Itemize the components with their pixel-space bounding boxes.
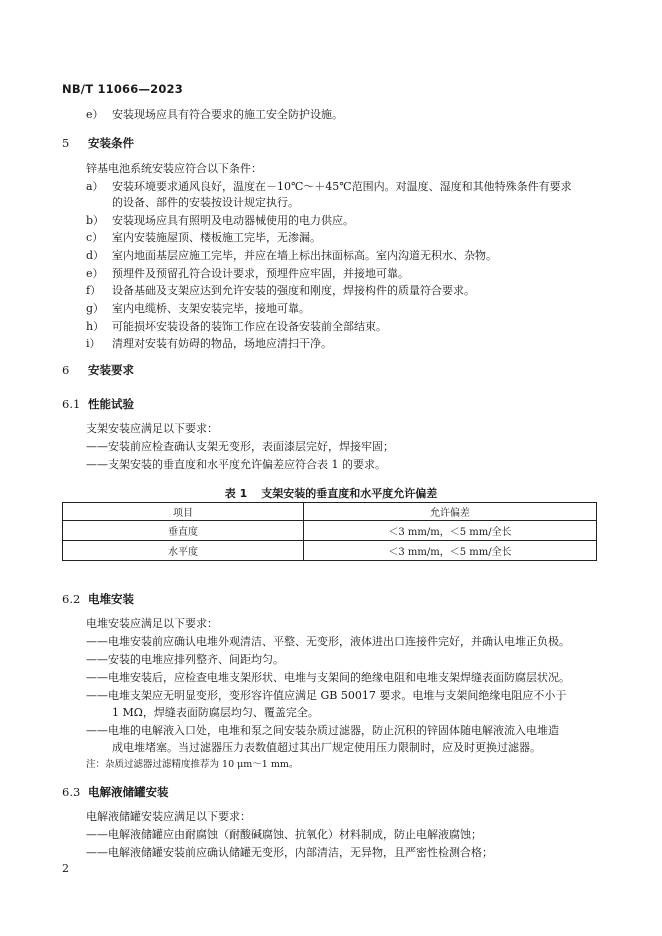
requirement-line: ——电堆安装后，应检查电堆支架形状、电堆与支架间的绝缘电阻和电堆支架焊缝表面防腐层状况。 — [86, 671, 570, 684]
section-number: 6.2 — [62, 592, 81, 606]
table-cell: 垂直度 — [63, 521, 304, 541]
list-item-text: 安装现场应具有符合要求的施工安全防护设施。 — [112, 108, 343, 121]
list-item-label: a） — [86, 180, 104, 193]
list-item-text: 清理对安装有妨碍的物品，场地应清扫干净。 — [112, 337, 332, 350]
table-title — [0, 485, 662, 501]
list-item-text: 可能损坏安装设备的装饰工作应在设备安装前全部结束。 — [112, 320, 387, 333]
table-caption: 支架安装的垂直度和水平度允许偏差 — [261, 487, 438, 500]
list-item-label: e） — [86, 108, 104, 121]
requirement-line: ——安装前应检查确认支架无变形，表面漆层完好，焊接牢固； — [86, 440, 394, 453]
list-item-label: f） — [86, 284, 102, 297]
table-cell: 水平度 — [63, 541, 304, 561]
section-intro: 电堆安装应满足以下要求： — [86, 617, 218, 630]
table-row — [63, 541, 597, 561]
list-item-text: 预埋件及预留孔符合设计要求，预埋件应牢固，并接地可靠。 — [112, 267, 409, 280]
list-item-text: 安装环境要求通风良好，温度在－10℃～＋45℃范围内。对温度、湿度和其他特殊条件有要求 — [112, 180, 572, 193]
list-item-text: 室内电缆桥、支架安装完毕，接地可靠。 — [112, 302, 310, 315]
page-number: 2 — [62, 862, 69, 875]
requirement-line: ——电堆安装前应确认电堆外观清洁、平整、无变形，液体进出口连接件完好，并确认电堆正负极。 — [86, 635, 570, 648]
list-item-label: d） — [86, 249, 105, 262]
requirement-line: ——电解液储罐应由耐腐蚀（耐酸碱腐蚀、抗氧化）材料制成，防止电解液腐蚀； — [86, 828, 482, 841]
section-number: 6.1 — [62, 397, 81, 411]
list-item-text: 室内地面基层应施工完毕，并应在墙上标出抹面标高。室内沟道无积水、杂物。 — [112, 249, 497, 262]
section-6-1-heading — [62, 397, 134, 411]
section-title: 电堆安装 — [88, 592, 134, 606]
list-item-label: i） — [86, 337, 101, 350]
section-intro: 锌基电池系统安装应符合以下条件： — [86, 162, 262, 175]
requirement-line: ——电堆支架应无明显变形，变形容许值应满足 GB 50017 要求。电堆与支架间绝缘电阻应不小于 — [86, 689, 567, 702]
list-item-text: 的设备、部件的安装按设计规定执行。 — [112, 196, 299, 209]
requirement-line: ——电堆的电解液入口处，电堆和泵之间安装杂质过滤器，防止沉积的锌固体随电解液流入电堆造 — [86, 724, 559, 737]
requirement-line: 成电堆堵塞。当过滤器压力表数值超过其出厂规定使用压力限制时，应及时更换过滤器。 — [112, 741, 541, 754]
section-number: 6 — [62, 363, 70, 377]
table-header-row — [63, 503, 597, 521]
note: 注：杂质过滤器过滤精度推荐为 10 μm～1 mm。 — [86, 759, 299, 770]
list-item-text: 安装现场应具有照明及电动器械使用的电力供应。 — [112, 214, 354, 227]
section-number: 5 — [62, 136, 70, 150]
list-item-text: 室内安装施屋顶、楼板施工完毕，无渗漏。 — [112, 231, 321, 244]
tolerance-table — [62, 502, 597, 561]
table-cell: ＜3 mm/m，＜5 mm/全长 — [304, 521, 597, 541]
table-row — [63, 521, 597, 541]
table-header-cell: 项目 — [63, 503, 304, 521]
table-cell: ＜3 mm/m，＜5 mm/全长 — [304, 541, 597, 561]
list-item-label: e） — [86, 267, 104, 280]
list-item-label: h） — [86, 320, 105, 333]
section-title: 性能试验 — [88, 397, 134, 411]
requirement-line: ——安装的电堆应排列整齐、间距均匀。 — [86, 653, 284, 666]
standard-code: NB/T 11066—2023 — [62, 82, 183, 96]
table-header-cell: 允许偏差 — [304, 503, 597, 521]
table-label: 表 1 — [224, 487, 248, 500]
list-item-text: 设备基础及支架应达到允许安装的强度和刚度，焊接构件的质量符合要求。 — [112, 284, 475, 297]
requirement-line: ——电解液储罐安装前应确认储罐无变形，内部清洁，无异物，且严密性检测合格； — [86, 846, 493, 859]
section-title: 电解液储罐安装 — [88, 785, 169, 799]
list-item-label: b） — [86, 214, 105, 227]
section-intro: 电解液储罐安装应满足以下要求： — [86, 810, 251, 823]
section-title: 安装要求 — [88, 363, 134, 377]
requirement-line: ——支架安装的垂直度和水平度允许偏差应符合表 1 的要求。 — [86, 458, 386, 471]
section-6-heading — [62, 363, 134, 377]
section-intro: 支架安装应满足以下要求： — [86, 422, 218, 435]
section-5-heading — [62, 136, 134, 150]
requirement-line: 1 MΩ，焊缝表面防腐层均匀、覆盖完全。 — [112, 706, 319, 719]
list-item-label: g） — [86, 302, 105, 315]
list-item-label: c） — [86, 231, 104, 244]
section-6-2-heading — [62, 592, 134, 606]
section-number: 6.3 — [62, 785, 81, 799]
section-title: 安装条件 — [88, 136, 134, 150]
section-6-3-heading — [62, 785, 169, 799]
